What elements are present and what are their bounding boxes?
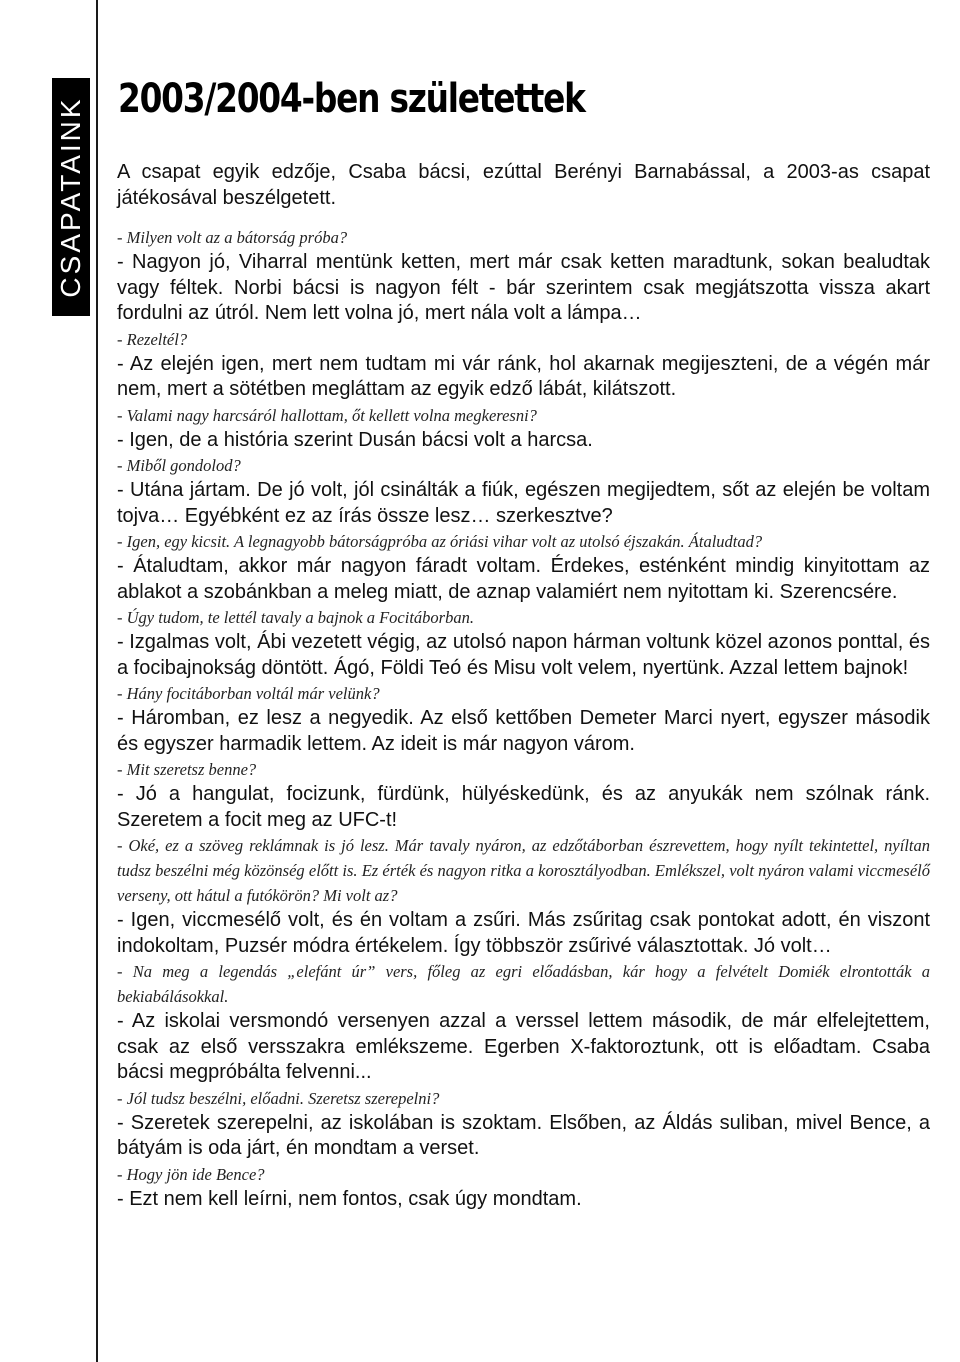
dialogue-list bbox=[117, 225, 930, 1212]
interview-question: - Mit szeretsz benne? bbox=[117, 760, 257, 779]
margin-divider bbox=[96, 0, 98, 1362]
intro-paragraph: A csapat egyik edzője, Csaba bácsi, ezúttal Berényi Barnabással, a 2003-as csapat játékosával beszélgetett. bbox=[117, 161, 930, 209]
interview-answer: - Az elején igen, mert nem tudtam mi vár ránk, hol akarnak megijeszteni, de a végén már nem, mert a sötétben megláttam az egyik edző lábát, kilátszott. bbox=[117, 352, 930, 400]
interview-answer: - Az iskolai versmondó versenyen azzal a verssel lettem második, de már elfelejtettem, csak az első versszakra emlékszeme. Egerben X-faktoroztunk, ott is előadtam. Csaba bácsi megpróbálta felvenni... bbox=[117, 1010, 930, 1083]
interview-answer: - Átaludtam, akkor már nagyon fáradt voltam. Érdekes, esténként mindig kinyitottam az ablakot a szobánkban a meleg miatt, de aznap valamiért nem nyitottam ki. Szerencsére. bbox=[117, 555, 930, 603]
interview-answer: - Nagyon jó, Viharral mentünk ketten, mert már csak ketten maradtunk, sokan bealudtak vagy féltek. Norbi bácsi is nagyon félt - bár szerintem csak megjátszotta vissza akart fordulni az útról. Nem lett volna jó, mert nála volt a lámpa… bbox=[117, 251, 930, 324]
section-tab bbox=[52, 78, 90, 316]
interview-answer: - Háromban, ez lesz a negyedik. Az első kettőben Demeter Marci nyert, egyszer második és egyszer harmadik lettem. Az ideit is már nagyon várom. bbox=[117, 707, 930, 755]
interview-body bbox=[117, 160, 930, 1212]
interview-answer: - Igen, viccmesélő volt, és én voltam a zsűri. Más zsűritag csak pontokat adott, én viszont indokoltam, Puzsér módra értékelem. Így többször zsűrivé választottak. Jó volt… bbox=[117, 909, 930, 957]
section-tab-label: CSAPATAINK bbox=[55, 96, 86, 298]
interview-question: - Oké, ez a szöveg reklámnak is jó lesz. Már tavaly nyáron, az edzőtáborban észrevettem, hogy nyílt tekintettel, nyíltan tudsz beszélni még közönség előtt is. Ez érték és nagyon ritka a korosztályodban. Emlékszel, volt nyáron valami viccmesélő verseny, ott hátul a futókörön? Mi volt az? bbox=[117, 836, 930, 905]
interview-question: - Rezeltél? bbox=[117, 329, 188, 349]
interview-question: - Hány focitáborban voltál már velünk? bbox=[117, 684, 380, 703]
interview-question: - Milyen volt az a bátorság próba? bbox=[117, 228, 348, 247]
interview-question: - Na meg a legendás „elefánt úr” vers, főleg az egri előadásban, kár hogy a felvételt Domiék elrontották a bekiabálásokkal. bbox=[117, 962, 930, 1006]
interview-answer: - Utána jártam. De jó volt, jól csinálták a fiúk, egészen megijedtem, sőt az elején be voltam tojva… Egyébként ez az írás össze lesz… szerkesztve? bbox=[117, 479, 930, 527]
interview-answer: - Izgalmas volt, Ábi vezetett végig, az utolsó napon hárman voltunk közel azonos ponttal, és a focibajnokság döntött. Ágó, Földi Teó és Misu volt velem, nyertünk. Azzal lettem bajnok! bbox=[117, 631, 930, 679]
interview-question: - Hogy jön ide Bence? bbox=[117, 1164, 265, 1184]
interview-answer: - Igen, de a história szerint Dusán bácsi volt a harcsa. bbox=[117, 428, 593, 451]
page-title: 2003/2004-ben születettek bbox=[118, 76, 585, 122]
interview-question: - Igen, egy kicsit. A legnagyobb bátorságpróba az óriási vihar volt az utolsó éjszakán. Átaludtad? bbox=[117, 532, 763, 551]
interview-answer: - Szeretek szerepelni, az iskolában is szoktam. Elsőben, az Áldás suliban, mivel Bence, a bátyám is oda járt, én mondtam a verset. bbox=[117, 1111, 930, 1159]
interview-question: - Jól tudsz beszélni, előadni. Szeretsz szerepelni? bbox=[117, 1088, 440, 1108]
interview-question: - Valami nagy harcsáról hallottam, őt kellett volna megkeresni? bbox=[117, 405, 537, 425]
interview-question: - Miből gondolod? bbox=[117, 456, 241, 475]
interview-question: - Úgy tudom, te lettél tavaly a bajnok a Focitáborban. bbox=[117, 608, 474, 627]
interview-answer: - Ezt nem kell leírni, nem fontos, csak úgy mondtam. bbox=[117, 1187, 582, 1210]
interview-answer: - Jó a hangulat, focizunk, fürdünk, hülyéskedünk, és az anyukák nem szólnak ránk. Szeretem a focit meg az UFC-t! bbox=[117, 783, 930, 831]
